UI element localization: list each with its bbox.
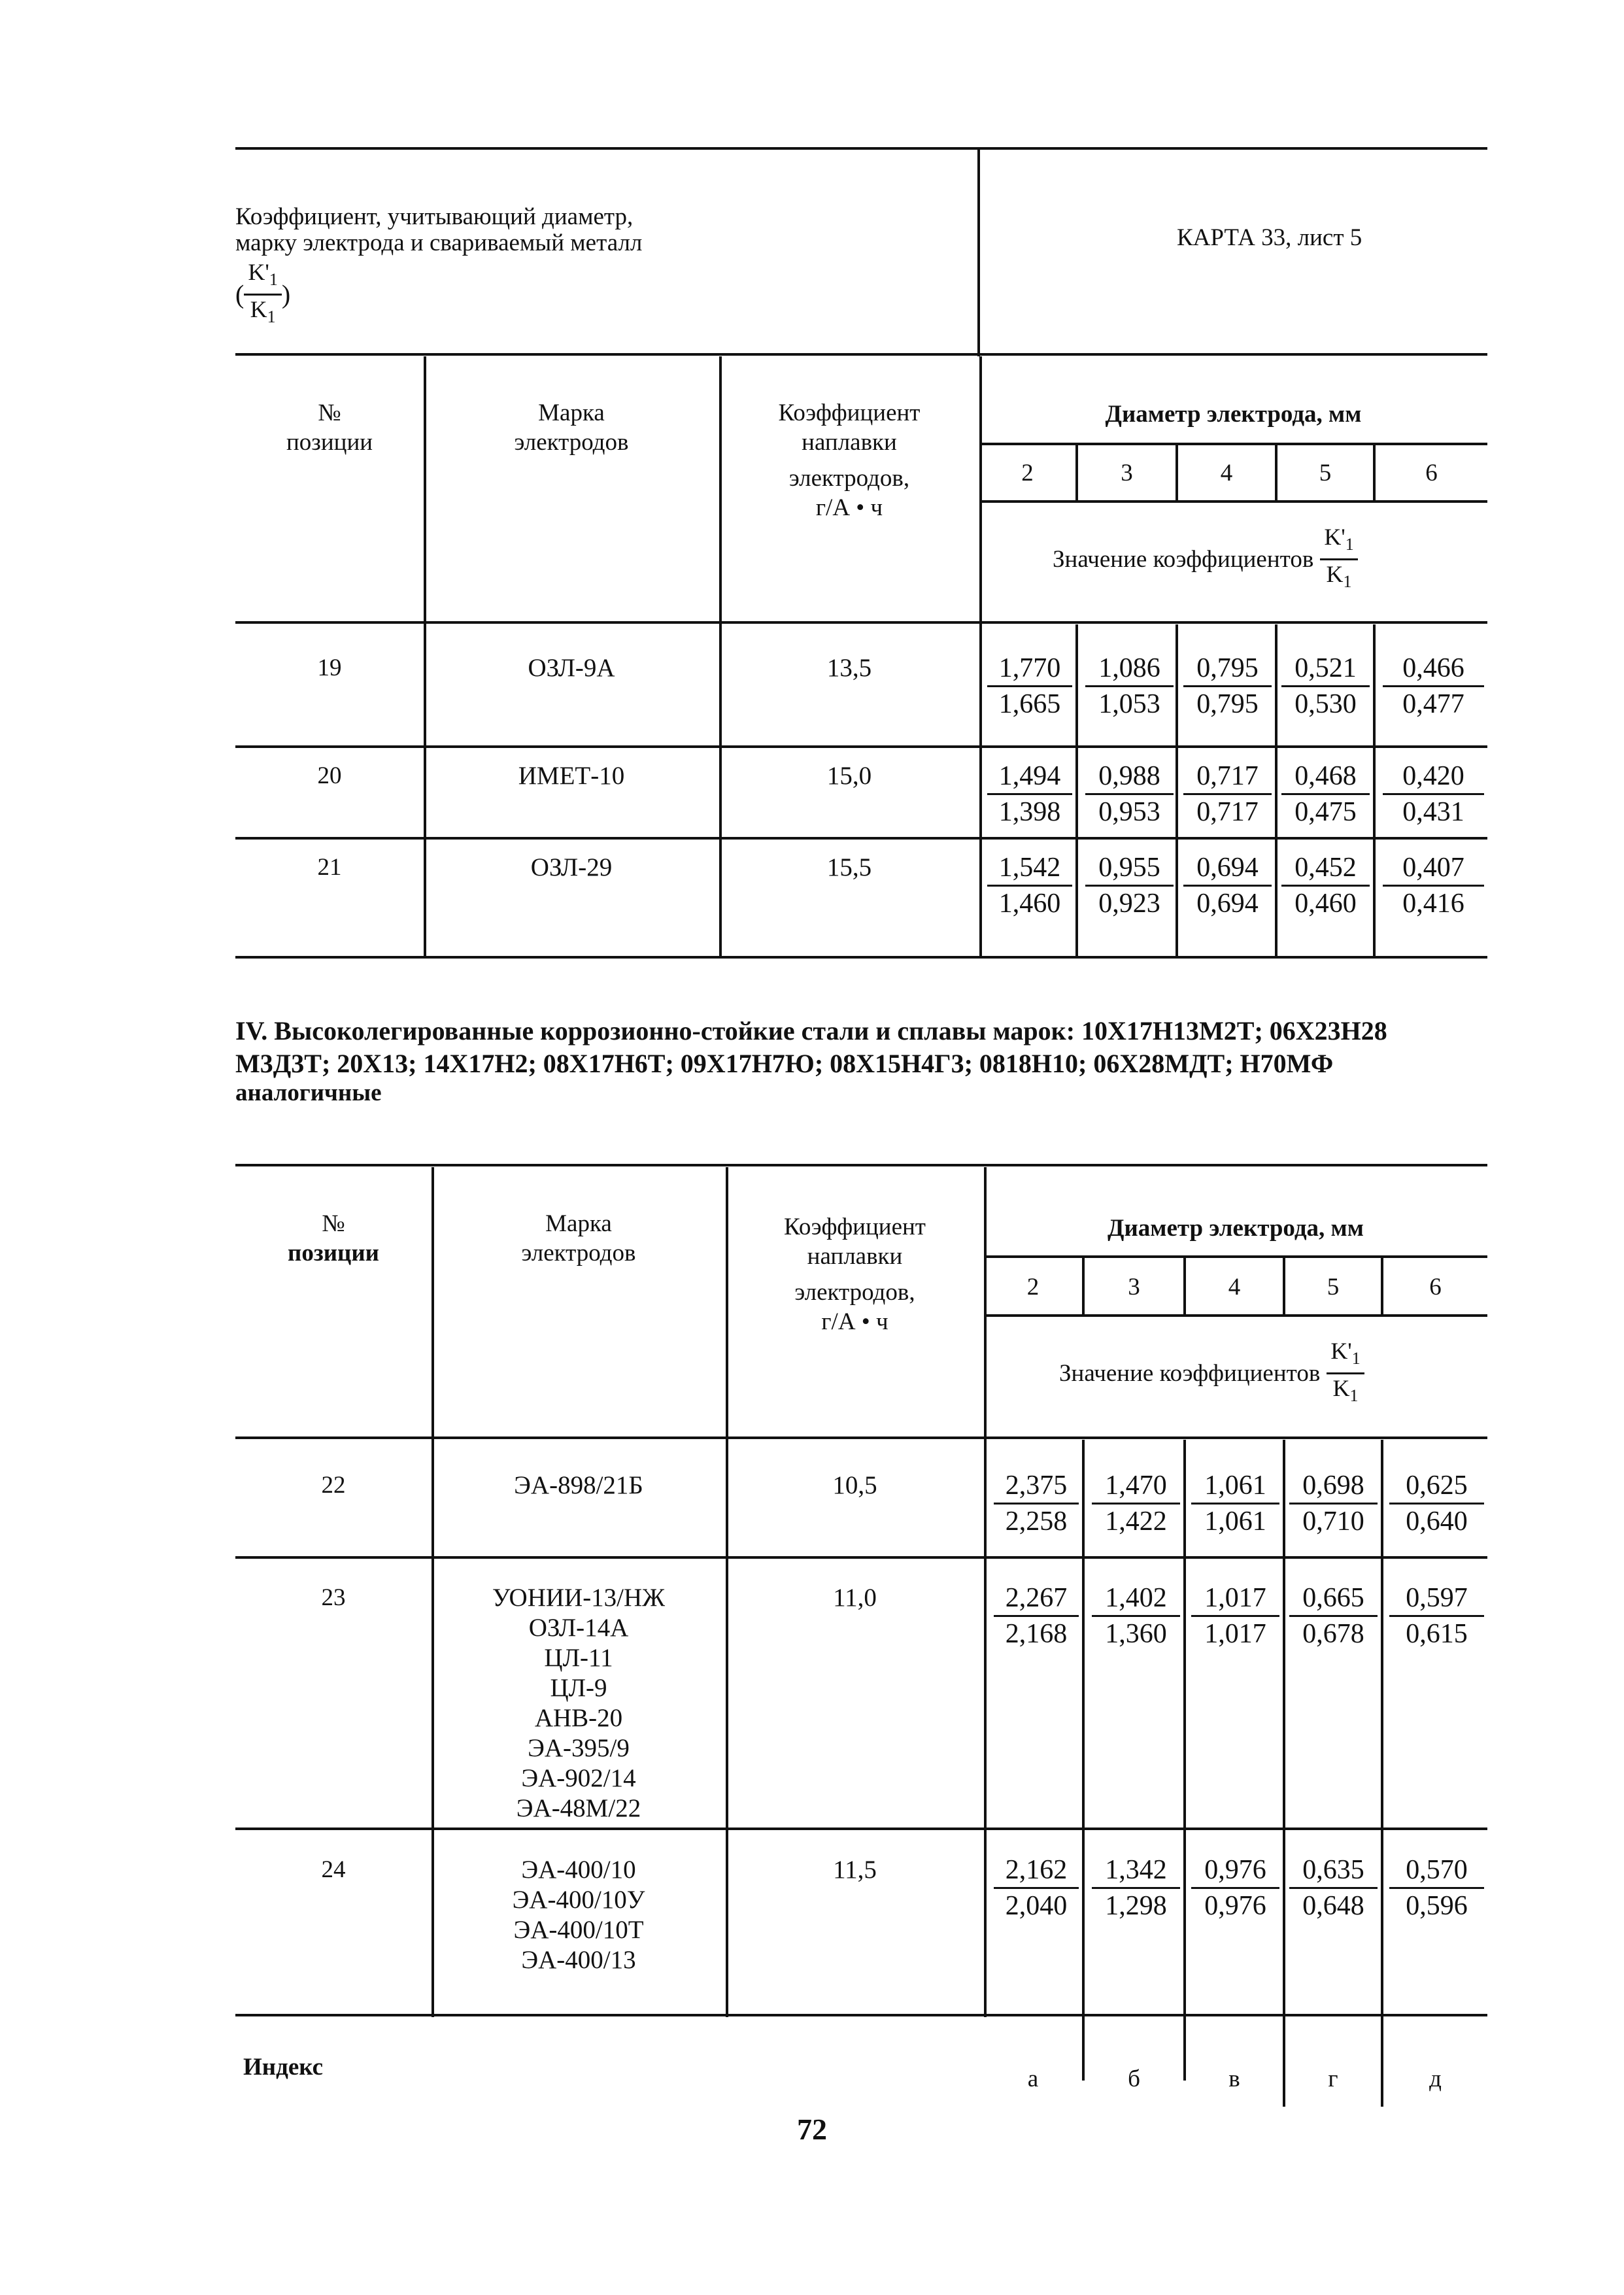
t1-head-pos-1: № xyxy=(318,400,341,426)
t2-diam-2: 2 xyxy=(1026,1274,1040,1300)
row-coefficient-fraction xyxy=(1383,760,1484,828)
header-formula-den: $K_1$ xyxy=(250,296,276,327)
row-electrode-brand: ЭА-400/10У xyxy=(512,1886,645,1914)
fraction-numerator: 0,468 xyxy=(1281,760,1370,795)
fraction-numerator: 0,635 xyxy=(1289,1854,1378,1889)
row-electrode-brand: ЭА-400/10Т xyxy=(513,1916,644,1944)
fraction-denominator: 2,168 xyxy=(1005,1619,1068,1649)
fraction-denominator: 0,976 xyxy=(1204,1891,1266,1921)
t1-top-rule xyxy=(235,353,1487,356)
row-position: 19 xyxy=(317,654,342,681)
index-label: Индекс xyxy=(243,2054,324,2081)
row-position: 22 xyxy=(321,1472,346,1499)
row-coefficient-fraction xyxy=(1092,1854,1180,1922)
row-position: 21 xyxy=(317,854,342,881)
t1-head-coef-3: электродов, xyxy=(788,465,910,492)
t1-head-brand-1: Марка xyxy=(538,400,605,426)
fraction-denominator: 0,648 xyxy=(1302,1891,1364,1921)
fraction-numerator: 2,267 xyxy=(994,1582,1079,1617)
row-coefficient-fraction xyxy=(1085,653,1174,720)
row-electrode-brand: АНВ-20 xyxy=(534,1704,623,1732)
row-coefficient-fraction xyxy=(987,852,1072,919)
row-coefficient-fraction xyxy=(1092,1470,1180,1537)
fraction-denominator: 0,640 xyxy=(1406,1506,1468,1537)
t1-value-label: Значение коэффициентов $\frac{K'_1}{K_1}$ xyxy=(1053,523,1358,596)
fraction-denominator: 0,953 xyxy=(1098,797,1160,827)
index-letter-b: б xyxy=(1128,2066,1140,2092)
row-coefficient-fraction xyxy=(1183,852,1272,919)
row-deposition-coefficient: 11,0 xyxy=(833,1584,877,1612)
row-deposition-coefficient: 13,5 xyxy=(826,654,872,682)
row-coefficient-fraction xyxy=(987,760,1072,828)
row-deposition-coefficient: 11,5 xyxy=(833,1856,877,1884)
fraction-denominator: 0,615 xyxy=(1406,1619,1468,1649)
fraction-numerator: 0,420 xyxy=(1383,760,1484,795)
row-coefficient-fraction xyxy=(1281,852,1370,919)
t2-head-diam: Диаметр электрода, мм xyxy=(1108,1215,1364,1242)
fraction-denominator: 1,017 xyxy=(1204,1619,1266,1649)
t1-diam-rule xyxy=(979,443,1487,445)
fraction-denominator: 0,795 xyxy=(1196,689,1259,719)
row-deposition-coefficient: 15,0 xyxy=(826,762,872,790)
row-electrode-brand: ЭА-400/13 xyxy=(521,1946,636,1974)
row-electrode-brand: ИМЕТ-10 xyxy=(518,762,625,790)
row-coefficient-fraction xyxy=(994,1582,1079,1650)
fraction-denominator: 1,298 xyxy=(1105,1891,1167,1921)
t2-bottom-rule xyxy=(235,2014,1487,2016)
fraction-numerator: 1,017 xyxy=(1191,1582,1279,1617)
fraction-denominator: 0,678 xyxy=(1302,1619,1364,1649)
t1-diam-2: 2 xyxy=(1021,460,1034,486)
row-coefficient-fraction xyxy=(1289,1854,1378,1922)
t2-diam-5: 5 xyxy=(1327,1274,1340,1300)
fraction-numerator: 0,795 xyxy=(1183,653,1272,687)
fraction-numerator: 0,570 xyxy=(1389,1854,1484,1889)
t1-head-pos-2: позиции xyxy=(286,429,373,456)
row-electrode-brand: ОЗЛ-9А xyxy=(528,654,615,682)
t1-diam-values-rule xyxy=(979,500,1487,503)
row-coefficient-fraction xyxy=(1092,1582,1180,1650)
fraction-numerator: 0,597 xyxy=(1389,1582,1484,1617)
row-electrode-brand: ЦЛ-9 xyxy=(550,1674,607,1702)
t2-diam-rule xyxy=(984,1255,1487,1258)
fraction-numerator: 2,162 xyxy=(994,1854,1079,1889)
row-coefficient-fraction xyxy=(1281,760,1370,828)
header-formula: ( $\frac{K'_1}{K_1}$ ) xyxy=(235,258,290,331)
fraction-denominator: 0,530 xyxy=(1294,689,1357,719)
fraction-denominator: 1,053 xyxy=(1098,689,1160,719)
row-coefficient-fraction xyxy=(1191,1470,1279,1537)
row-coefficient-fraction xyxy=(1281,653,1370,720)
t2-head-brand-1: Марка xyxy=(545,1210,612,1237)
t2-diam-6: 6 xyxy=(1429,1274,1442,1300)
fraction-denominator: 0,477 xyxy=(1402,689,1464,719)
fraction-numerator: 1,402 xyxy=(1092,1582,1180,1617)
t1-head-brand-2: электродов xyxy=(514,429,629,456)
t1-bottom-rule xyxy=(235,956,1487,959)
fraction-numerator: 1,086 xyxy=(1085,653,1174,687)
row-coefficient-fraction xyxy=(1389,1470,1484,1537)
t2-diam-values-rule xyxy=(984,1314,1487,1317)
section-line-2: М3Д3Т; 20Х13; 14Х17Н2; 08Х17Н6Т; 09Х17Н7Ю; 08Х15Н4Г3; 0818Н10; 06Х28МДТ; Н70МФ xyxy=(235,1049,1334,1078)
row-electrode-brand: УОНИИ-13/НЖ xyxy=(492,1584,666,1612)
t2-head-bottom-rule xyxy=(235,1436,1487,1439)
t1-col-line-3 xyxy=(979,356,982,958)
index-letter-d: д xyxy=(1429,2066,1442,2092)
index-letter-v: в xyxy=(1228,2066,1240,2092)
fraction-numerator: 0,665 xyxy=(1289,1582,1378,1617)
row-position: 23 xyxy=(321,1584,346,1611)
row-electrode-brand: ЭА-395/9 xyxy=(528,1734,630,1762)
fraction-numerator: 0,976 xyxy=(1191,1854,1279,1889)
card-label: КАРТА 33, лист 5 xyxy=(1177,224,1362,251)
row-coefficient-fraction xyxy=(1389,1582,1484,1650)
fraction-numerator: 0,521 xyxy=(1281,653,1370,687)
t2-head-coef-2: наплавки xyxy=(807,1243,903,1270)
t2-head-coef-1: Коэффициент xyxy=(784,1214,926,1240)
t1-head-coef-4: г/А • ч xyxy=(815,494,883,521)
fraction-numerator: 2,375 xyxy=(994,1470,1079,1504)
header-divider xyxy=(977,147,980,356)
fraction-denominator: 0,596 xyxy=(1406,1891,1468,1921)
fraction-numerator: 0,955 xyxy=(1085,852,1174,887)
fraction-numerator: 1,542 xyxy=(987,852,1072,887)
fraction-denominator: 1,460 xyxy=(998,889,1061,919)
index-letter-a: а xyxy=(1027,2066,1039,2092)
fraction-denominator: 0,923 xyxy=(1098,889,1160,919)
fraction-numerator: 1,494 xyxy=(987,760,1072,795)
top-rule xyxy=(235,147,1487,150)
t1-diam-6: 6 xyxy=(1425,460,1438,486)
section-line-3: аналогичные xyxy=(235,1080,382,1106)
row-position: 20 xyxy=(317,762,342,789)
fraction-denominator: 2,040 xyxy=(1005,1891,1068,1921)
row-electrode-brand: ОЗЛ-29 xyxy=(530,853,613,881)
row-electrode-brand: ОЗЛ-14А xyxy=(528,1614,629,1642)
index-letter-g: г xyxy=(1328,2066,1338,2092)
fraction-denominator: 0,717 xyxy=(1196,797,1259,827)
row-coefficient-fraction xyxy=(1183,653,1272,720)
section-line-1: IV. Высоколегированные коррозионно-стойкие стали и сплавы марок: 10Х17Н13М2Т; 06Х23Н28 xyxy=(235,1016,1387,1046)
fraction-numerator: 1,470 xyxy=(1092,1470,1180,1504)
t1-diam-4: 4 xyxy=(1220,460,1233,486)
t2-head-pos-1: № xyxy=(322,1210,345,1237)
fraction-numerator: 0,407 xyxy=(1383,852,1484,887)
row-deposition-coefficient: 15,5 xyxy=(826,853,872,881)
fraction-denominator: 0,460 xyxy=(1294,889,1357,919)
fraction-numerator: 0,988 xyxy=(1085,760,1174,795)
t2-head-coef-4: г/А • ч xyxy=(821,1308,888,1335)
fraction-denominator: 1,061 xyxy=(1204,1506,1266,1537)
row-electrode-brand: ЭА-898/21Б xyxy=(514,1471,643,1499)
row-coefficient-fraction xyxy=(1085,852,1174,919)
t2-diam-4: 4 xyxy=(1228,1274,1241,1300)
row-position: 24 xyxy=(321,1856,346,1883)
page-number: 72 xyxy=(797,2113,827,2146)
t1-diam-3: 3 xyxy=(1121,460,1133,486)
fraction-numerator: 0,452 xyxy=(1281,852,1370,887)
fraction-numerator: 1,342 xyxy=(1092,1854,1180,1889)
row-coefficient-fraction xyxy=(1191,1582,1279,1650)
header-title-line-1: Коэффициент, учитывающий диаметр, xyxy=(235,203,634,230)
fraction-denominator: 0,431 xyxy=(1402,797,1464,827)
fraction-denominator: 1,665 xyxy=(998,689,1061,719)
row-coefficient-fraction xyxy=(1191,1854,1279,1922)
row-electrode-brand: ЭА-400/10 xyxy=(521,1856,636,1884)
row-electrode-brand: ЦЛ-11 xyxy=(544,1644,613,1672)
row-coefficient-fraction xyxy=(1289,1582,1378,1650)
t2-head-pos-2: позиции xyxy=(288,1240,379,1266)
fraction-numerator: 0,698 xyxy=(1289,1470,1378,1504)
t2-head-coef-3: электродов, xyxy=(794,1279,915,1306)
t1-head-bottom-rule xyxy=(235,621,1487,624)
row-coefficient-fraction xyxy=(1289,1470,1378,1537)
fraction-denominator: 0,710 xyxy=(1302,1506,1364,1537)
t1-head-coef-1: Коэффициент xyxy=(778,400,921,426)
fraction-numerator: 0,694 xyxy=(1183,852,1272,887)
t1-head-diam: Диаметр электрода, мм xyxy=(1105,401,1362,428)
header-title-line-2: марку электрода и свариваемый металл xyxy=(235,230,643,256)
row-deposition-coefficient: 10,5 xyxy=(832,1471,877,1499)
fraction-denominator: 1,398 xyxy=(998,797,1061,827)
fraction-denominator: 1,360 xyxy=(1105,1619,1167,1649)
fraction-numerator: 1,770 xyxy=(987,653,1072,687)
t2-diam-3: 3 xyxy=(1128,1274,1140,1300)
row-coefficient-fraction xyxy=(1383,852,1484,919)
t2-value-label: Значение коэффициентов $\frac{K'_1}{K_1}$ xyxy=(1059,1337,1364,1410)
row-coefficient-fraction xyxy=(1183,760,1272,828)
row-electrode-brand: ЭА-902/14 xyxy=(521,1764,636,1792)
fraction-denominator: 0,416 xyxy=(1402,889,1464,919)
t2-top-rule xyxy=(235,1164,1487,1166)
row-electrode-brand: ЭА-48М/22 xyxy=(516,1794,641,1822)
row-coefficient-fraction xyxy=(1389,1854,1484,1922)
row-coefficient-fraction xyxy=(994,1854,1079,1922)
row-coefficient-fraction xyxy=(994,1470,1079,1537)
t1-diam-5: 5 xyxy=(1319,460,1332,486)
fraction-denominator: 2,258 xyxy=(1005,1506,1068,1537)
fraction-numerator: 0,717 xyxy=(1183,760,1272,795)
fraction-numerator: 0,625 xyxy=(1389,1470,1484,1504)
row-coefficient-fraction xyxy=(987,653,1072,720)
header-formula-num: $K'_1$ xyxy=(244,258,281,296)
t2-head-brand-2: электродов xyxy=(521,1240,636,1266)
fraction-numerator: 1,061 xyxy=(1191,1470,1279,1504)
row-coefficient-fraction xyxy=(1383,653,1484,720)
fraction-denominator: 1,422 xyxy=(1105,1506,1167,1537)
row-coefficient-fraction xyxy=(1085,760,1174,828)
fraction-numerator: 0,466 xyxy=(1383,653,1484,687)
fraction-denominator: 0,694 xyxy=(1196,889,1259,919)
t1-head-coef-2: наплавки xyxy=(802,429,897,456)
fraction-denominator: 0,475 xyxy=(1294,797,1357,827)
